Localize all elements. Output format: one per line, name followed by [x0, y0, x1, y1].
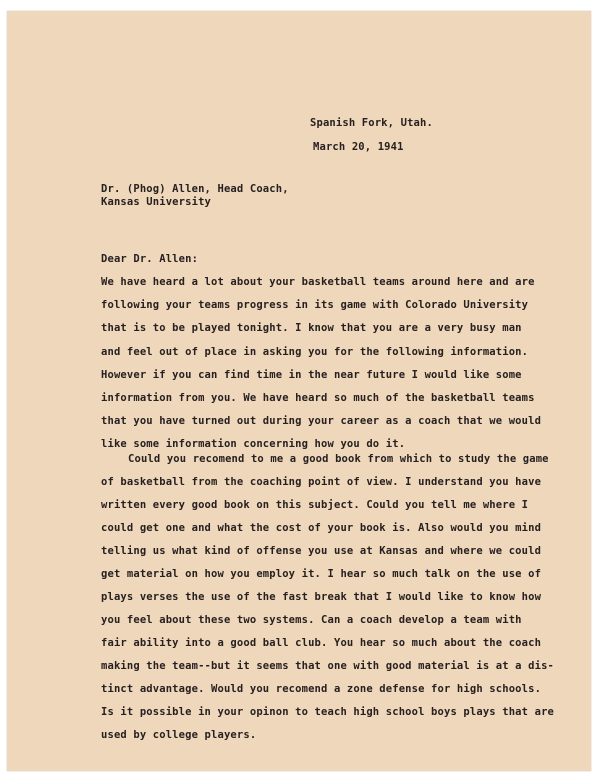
- paragraph-2-line: plays verses the use of the fast break that I would like to know how: [101, 591, 542, 603]
- recipient-institution: Kansas University: [101, 196, 212, 208]
- paragraph-1-line: and feel out of place in asking you for the following information.: [101, 346, 529, 358]
- paragraph-1-line: that you have turned out during your career as a coach that we would: [101, 415, 542, 427]
- paragraph-2-line: Is it possible in your opinon to teach high school boys plays that are: [101, 706, 555, 718]
- paragraph-2-line: used by college players.: [101, 729, 257, 741]
- paragraph-2-line: telling us what kind of offense you use at Kansas and where we could: [101, 545, 542, 557]
- paragraph-2-line: tinct advantage. Would you recomend a zone defense for high schools.: [101, 683, 542, 695]
- paragraph-1-line: following your teams progress in its game with Colorado University: [101, 299, 529, 311]
- letter-date: March 20, 1941: [313, 141, 404, 153]
- paragraph-2-line: you feel about these two systems. Can a coach develop a team with: [101, 614, 522, 626]
- paragraph-2-line: of basketball from the coaching point of view. I understand you have: [101, 476, 542, 488]
- paragraph-2-line: get material on how you employ it. I hear so much talk on the use of: [101, 568, 542, 580]
- paragraph-1-line: that is to be played tonight. I know that you are a very busy man: [101, 322, 522, 334]
- paragraph-1-line: information from you. We have heard so much of the basketball teams: [101, 392, 535, 404]
- paragraph-2-line: written every good book on this subject. Could you tell me where I: [101, 499, 529, 511]
- paragraph-2-line: fair ability into a good ball club. You hear so much about the coach: [101, 637, 542, 649]
- recipient-name: Dr. (Phog) Allen, Head Coach,: [101, 183, 289, 195]
- paragraph-1-line: We have heard a lot about your basketball teams around here and are: [101, 276, 535, 288]
- paragraph-1-line: However if you can find time in the near future I would like some: [101, 369, 522, 381]
- sender-place: Spanish Fork, Utah.: [310, 117, 433, 129]
- paragraph-2-line: could get one and what the cost of your book is. Also would you mind: [101, 522, 542, 534]
- paragraph-2-line: Could you recomend to me a good book from which to study the game: [128, 453, 549, 465]
- salutation: Dear Dr. Allen:: [101, 253, 199, 265]
- letter-page: [7, 11, 591, 771]
- paragraph-1-line: like some information concerning how you do it.: [101, 438, 406, 450]
- paragraph-2-line: making the team--but it seems that one with good material is at a dis-: [101, 660, 555, 672]
